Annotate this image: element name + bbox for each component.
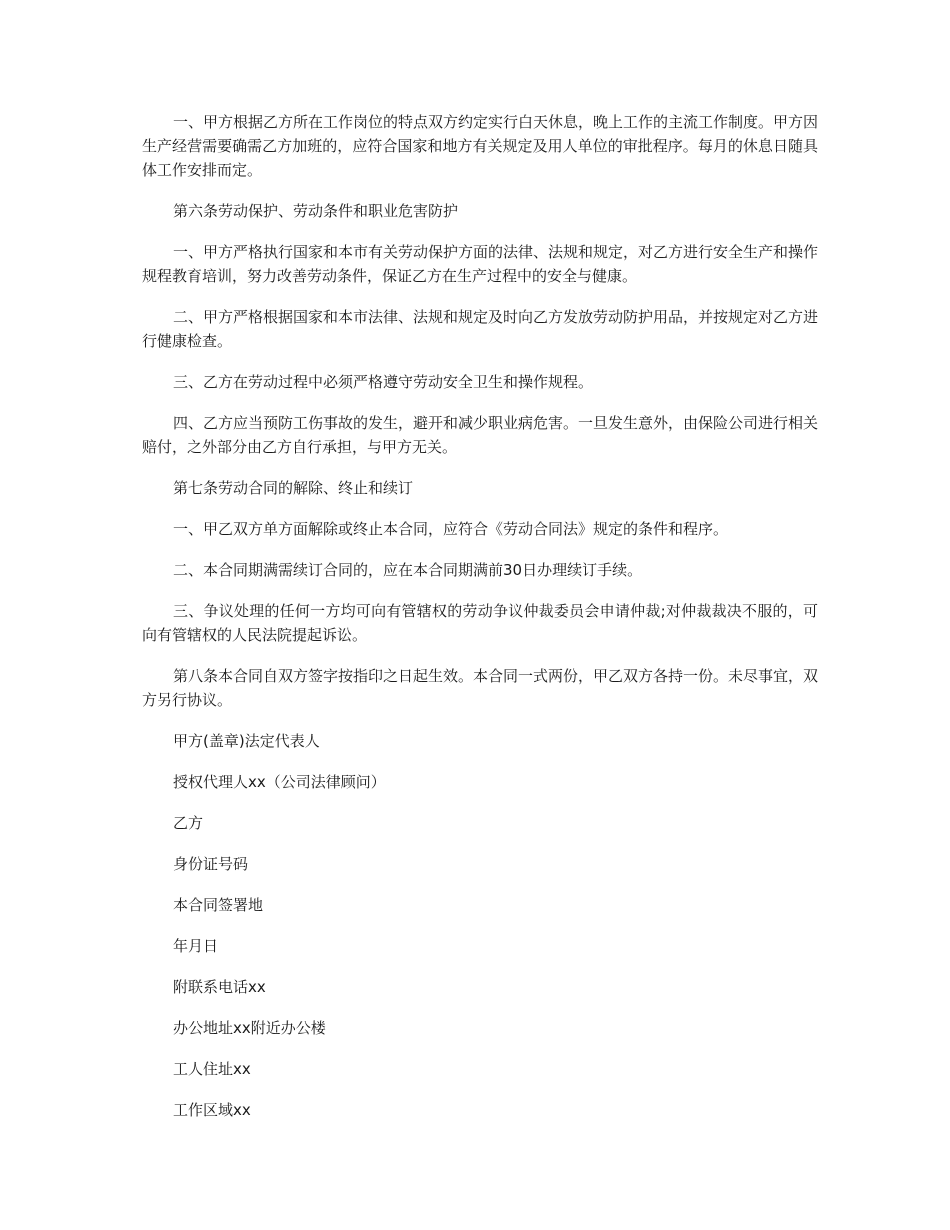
- field-signing-place: 本合同签署地: [173, 896, 264, 914]
- signature-party-a: 甲方(盖章)法定代表人: [173, 732, 320, 750]
- paragraph-protective-equipment: 二、甲方严格根据国家和本市法律、法规和规定及时向乙方发放劳动防护用品，并按规定对乙方进行健康检查。: [142, 308, 819, 350]
- heading-article-7: 第七条劳动合同的解除、终止和续订: [173, 479, 414, 497]
- document-body: [142, 110, 818, 1139]
- paragraph-injury-prevention: 四、乙方应当预防工伤事故的发生，避开和减少职业病危害。一旦发生意外，由保险公司进行相关赔付，之外部分由乙方自行承担，与甲方无关。: [142, 414, 819, 456]
- paragraph-rest-schedule: 一、甲方根据乙方所在工作岗位的特点双方约定实行白天休息，晚上工作的主流工作制度。甲方因生产经营需要确需乙方加班的，应符合国家和地方有关规定及用人单位的审批程序。每月的休息日随具体工作安排而定。: [142, 113, 819, 179]
- field-work-area: 工作区域xx: [173, 1101, 251, 1119]
- signature-agent: 授权代理人xx（公司法律顾问）: [173, 773, 386, 791]
- paragraph-renewal: 二、本合同期满需续订合同的，应在本合同期满前30日办理续订手续。: [173, 561, 643, 579]
- field-id-number: 身份证号码: [173, 855, 249, 873]
- paragraph-safety-rules: 三、乙方在劳动过程中必须严格遵守劳动安全卫生和操作规程。: [173, 373, 594, 391]
- paragraph-dispute: 三、争议处理的任何一方均可向有管辖权的劳动争议仲裁委员会申请仲裁;对仲裁裁决不服的，可向有管辖权的人民法院提起诉讼。: [142, 602, 818, 644]
- paragraph-safety-training: 一、甲方严格执行国家和本市有关劳动保护方面的法律、法规和规定，对乙方进行安全生产和操作规程教育培训，努力改善劳动条件，保证乙方在生产过程中的安全与健康。: [142, 243, 819, 285]
- field-office-address: 办公地址xx附近办公楼: [173, 1019, 326, 1037]
- field-worker-address: 工人住址xx: [173, 1060, 251, 1078]
- paragraph-article-8: 第八条本合同自双方签字按指印之日起生效。本合同一式两份，甲乙双方各持一份。未尽事宜，双方另行协议。: [142, 667, 819, 709]
- paragraph-termination: 一、甲乙双方单方面解除或终止本合同，应符合《劳动合同法》规定的条件和程序。: [173, 520, 729, 538]
- signature-party-b: 乙方: [173, 814, 204, 832]
- heading-article-6: 第六条劳动保护、劳动条件和职业危害防护: [173, 202, 459, 220]
- field-phone: 附联系电话xx: [173, 978, 266, 996]
- field-date: 年月日: [173, 937, 219, 955]
